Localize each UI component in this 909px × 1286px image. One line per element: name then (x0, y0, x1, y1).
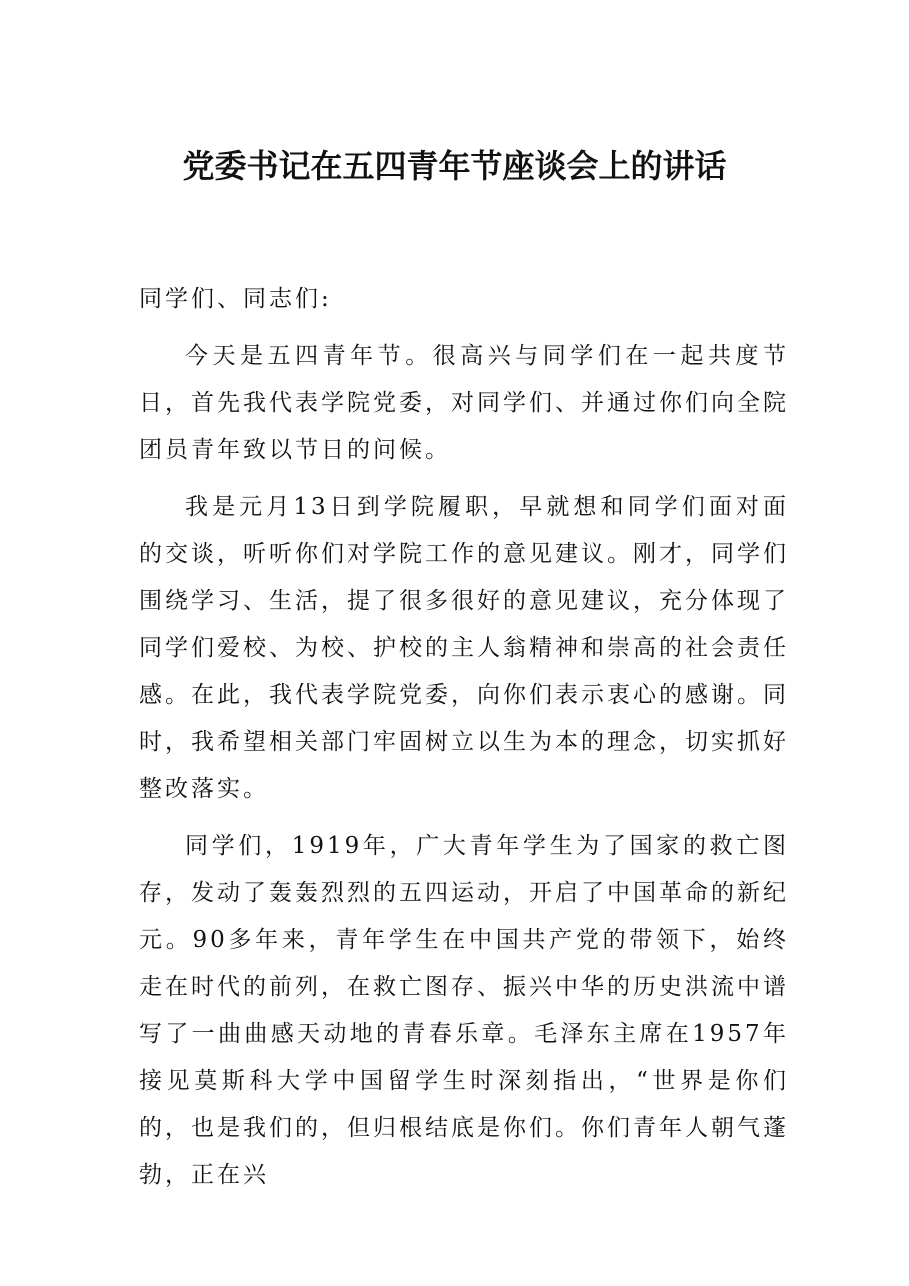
paragraph-1: 今天是五四青年节。很高兴与同学们在一起共度节日，首先我代表学院党委，对同学们、并通过你们向全院团员青年致以节日的问候。 (139, 343, 789, 463)
paragraph-3: 同学们，1919年，广大青年学生为了国家的救亡图存，发动了轰轰烈烈的五四运动，开启了中国革命的新纪元。90多年来，青年学生在中国共产党的带领下，始终走在时代的前列，在救亡图存、振兴中华的历史洪流中谱写了一曲曲感天动地的青春乐章。毛泽东主席在1957年接见莫斯科大学中国留学生时深刻指出，“世界是你们的，也是我们的，但归根结底是你们。你们青年人朝气蓬勃，正在兴 (139, 833, 789, 1188)
document-body (139, 276, 789, 1209)
document-title: 党委书记在五四青年节座谈会上的讲话 (182, 147, 727, 185)
paragraph-2: 我是元月13日到学院履职，早就想和同学们面对面的交谈，听听你们对学院工作的意见建议。刚才，同学们围绕学习、生活，提了很多很好的意见建议，充分体现了同学们爱校、为校、护校的主人翁精神和崇高的社会责任感。在此，我代表学院党委，向你们表示衷心的感谢。同时，我希望相关部门牢固树立以生为本的理念，切实抓好整改落实。 (139, 494, 789, 802)
salutation: 同学们、同志们: (139, 286, 332, 312)
